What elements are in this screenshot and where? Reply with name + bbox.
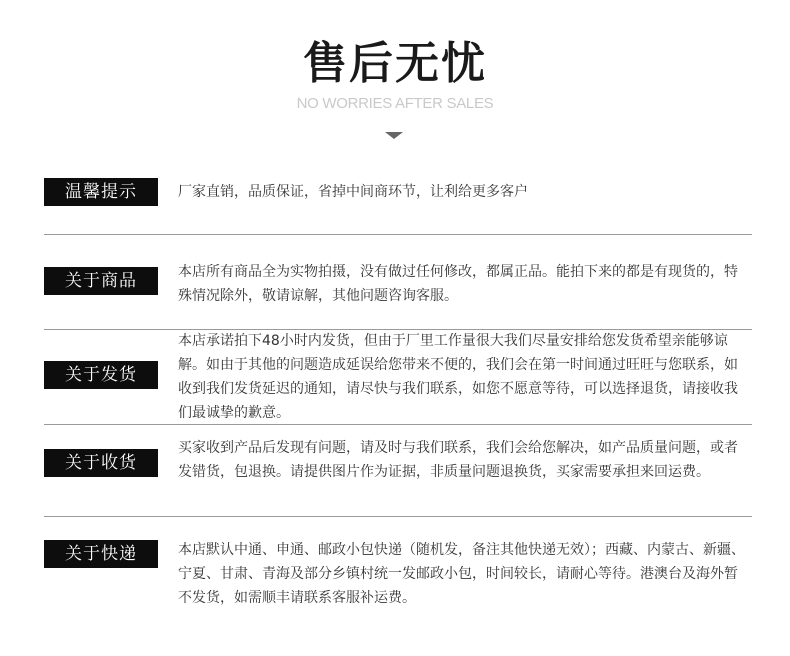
- label-tips: 温馨提示: [44, 178, 158, 206]
- text-about-shipping: 本店承诺拍下48小时内发货，但由于厂里工作量很大我们尽量安排给您发货希望亲能够谅解。如由于其他的问题造成延误给您带来不便的，我们会在第一时间通过旺旺与您联系，如收到我们发货延迟的通知，请尽快与我们联系，如您不愿意等待，可以选择退货，请接收我们最诚挚的歉意。: [178, 333, 738, 421]
- text-about-receiving: 买家收到产品后发现有问题，请及时与我们联系，我们会给您解决，如产品质量问题，或者发错货，包退换。请提供图片作为证据，非质量问题退换货，买家需要承担来回运费。: [178, 440, 738, 480]
- label-about-products: 关于商品: [44, 267, 158, 295]
- divider: [44, 424, 752, 425]
- label-about-courier: 关于快递: [44, 540, 158, 568]
- text-about-products: 本店所有商品全为实物拍摄，没有做过任何修改，都属正品。能拍下来的都是有现货的，特殊情况除外，敬请谅解，其他问题咨询客服。: [178, 264, 738, 304]
- label-about-shipping: 关于发货: [44, 361, 158, 389]
- divider: [44, 234, 752, 235]
- text-tips: 厂家直销，品质保证，省掉中间商环节，让利给更多客户: [178, 184, 528, 200]
- label-about-receiving: 关于收货: [44, 449, 158, 477]
- down-arrow-icon: [385, 132, 403, 139]
- page-title: 售后无忧: [303, 38, 487, 89]
- text-about-courier: 本店默认中通、申通、邮政小包快递（随机发，备注其他快递无效）；西藏、内蒙古、新疆、宁夏、甘肃、青海及部分乡镇村统一发邮政小包，时间较长，请耐心等待。港澳台及海外暂不发货，如需顺丰请联系客服补运费。: [178, 542, 745, 606]
- divider: [44, 516, 752, 517]
- page-subtitle: NO WORRIES AFTER SALES: [296, 95, 494, 112]
